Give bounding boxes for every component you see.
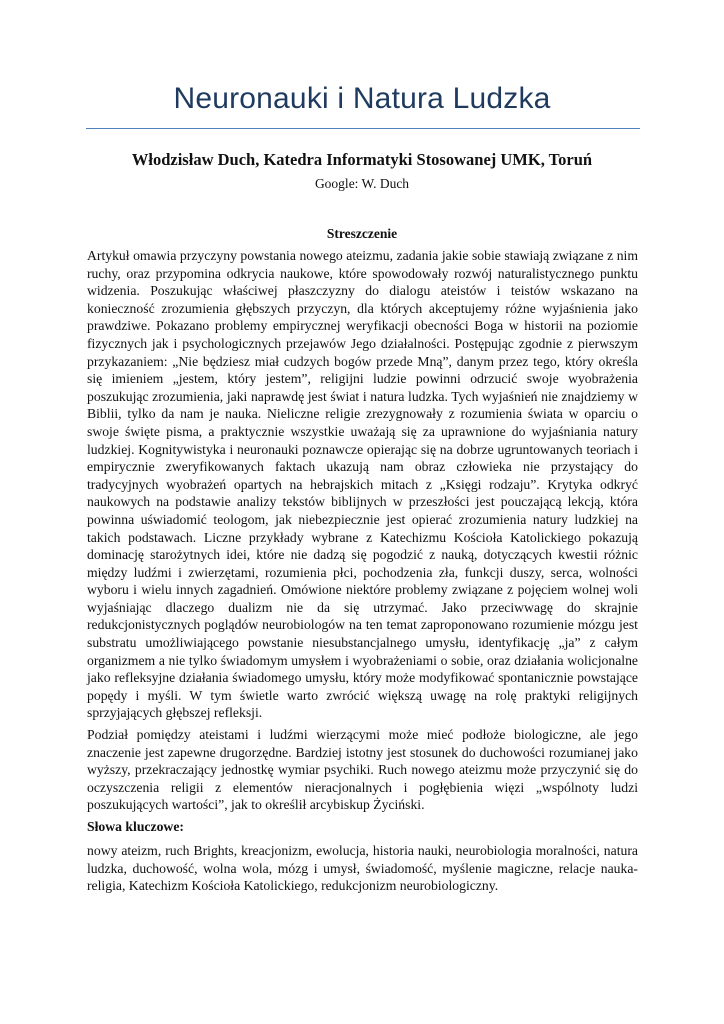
title-underline-rule (86, 128, 640, 129)
abstract-heading: Streszczenie (326, 226, 398, 241)
keywords-heading: Słowa kluczowe: (87, 819, 184, 834)
google-search-hint: Google: W. Duch (314, 176, 410, 191)
abstract-paragraph-2: Podział pomiędzy ateistami i ludźmi wierzącymi może mieć podłoże biologiczne, ale jego znaczenie jest zapewne drugorzędne. Bardziej istotny jest stosunek do duchowości rozumianej jako wyższy, przekraczający jednostkę wymiar psychiki. Ruch nowego ateizmu może przyczynić się do oczyszczenia religii z elementów nieracjonalnych i pogłębienia więzi „wspólnoty ludzi poszukujących wartości”, jak to określił arcybiskup Życiński. (87, 727, 638, 813)
document-title: Neuronauki i Natura Ludzka (173, 82, 551, 115)
abstract-paragraph-1: Artykuł omawia przyczyny powstania nowego ateizmu, zadania jakie sobie stawiają związane z nim ruchy, oraz przypomina odkrycia naukowe, które spowodowały rozwój naturalistycznego punktu widzenia. Poszukując właściwej płaszczyzny do dialogu ateistów i teistów wskazano na konieczność zrozumienia głębszych przyczyn, dla których akceptujemy różne wyjaśnienia jako prawdziwe. Pokazano problemy empirycznej weryfikacji obecności Boga w historii na poziomie fizycznych jak i psychologicznych przejawów Jego działalności. Postępując zgodnie z pierwszym przykazaniem: „Nie będziesz miał cudzych bogów przede Mną”, danym przez tego, który określa się imieniem „jestem, który jestem”, religijni ludzie powinni odrzucić swoje wyobrażenia poszukując zrozumienia, jaki naprawdę jest świat i natura ludzka. Tych wyjaśnień nie znajdziemy w Biblii, tylko da nam je nauka. Nieliczne religie zrezygnowały z rozumienia świata w oparciu o swoje święte pisma, a praktycznie wszystkie uważają się za uprawnione do wyjaśniania natury ludzkiej. Kognitywistyka i neuronauki poznawcze opierając się na dobrze ugruntowanych teoriach i empirycznie zweryfikowanych faktach ukazują nam obraz człowieka nie przystający do tradycyjnych wyobrażeń opartych na hebrajskich mitach z „Księgi rodzaju”. Krytyka odkryć naukowych na podstawie analizy tekstów biblijnych w przeszłości jest pouczającą lekcją, która powinna uświadomić teologom, jak niebezpiecznie jest opierać zrozumienia natury ludzkiej na takich podstawach. Liczne przykłady wybrane z Katechizmu Kościoła Katolickiego pokazują dominację starożytnych idei, które nie dadzą się pogodzić z nauką, dotyczących kwestii różnic między ludźmi i zwierzętami, rozumienia płci, pochodzenia zła, funkcji duszy, serca, wolności wyboru i wielu innych zagadnień. Omówione niektóre problemy związane z pojęciem wolnej woli wyjaśniając dlaczego dualizm nie da się utrzymać. Jako przeciwwagę do skrajnie redukcjonistycznych poglądów neurobiologów na ten temat zaproponowano rozumienie mózgu jest substratu umożliwiającego powstanie niesubstancjalnego umysłu, identyfikację „ja” z całym organizmem a nie tylko świadomym umysłem i wyobrażeniami o sobie, oraz działania wolicjonalne jako refleksyjne działania świadomego umysłu, który może modyfikować spontanicznie powstające popędy i myśli. W tym świetle warto zwrócić większą uwagę na rolę praktyki religijnych sprzyjających głębszej refleksji. (87, 248, 638, 721)
author-affiliation-line: Włodzisław Duch, Katedra Informatyki Stosowanej UMK, Toruń (131, 150, 593, 169)
keywords-list: nowy ateizm, ruch Brights, kreacjonizm, ewolucja, historia nauki, neurobiologia moralności, natura ludzka, duchowość, wolna wola, mózg i umysł, świadomość, myślenie magiczne, relacje nauka- religia, Katechizm Kościoła Katolickiego, redukcjonizm neurobiologiczny. (87, 843, 638, 894)
